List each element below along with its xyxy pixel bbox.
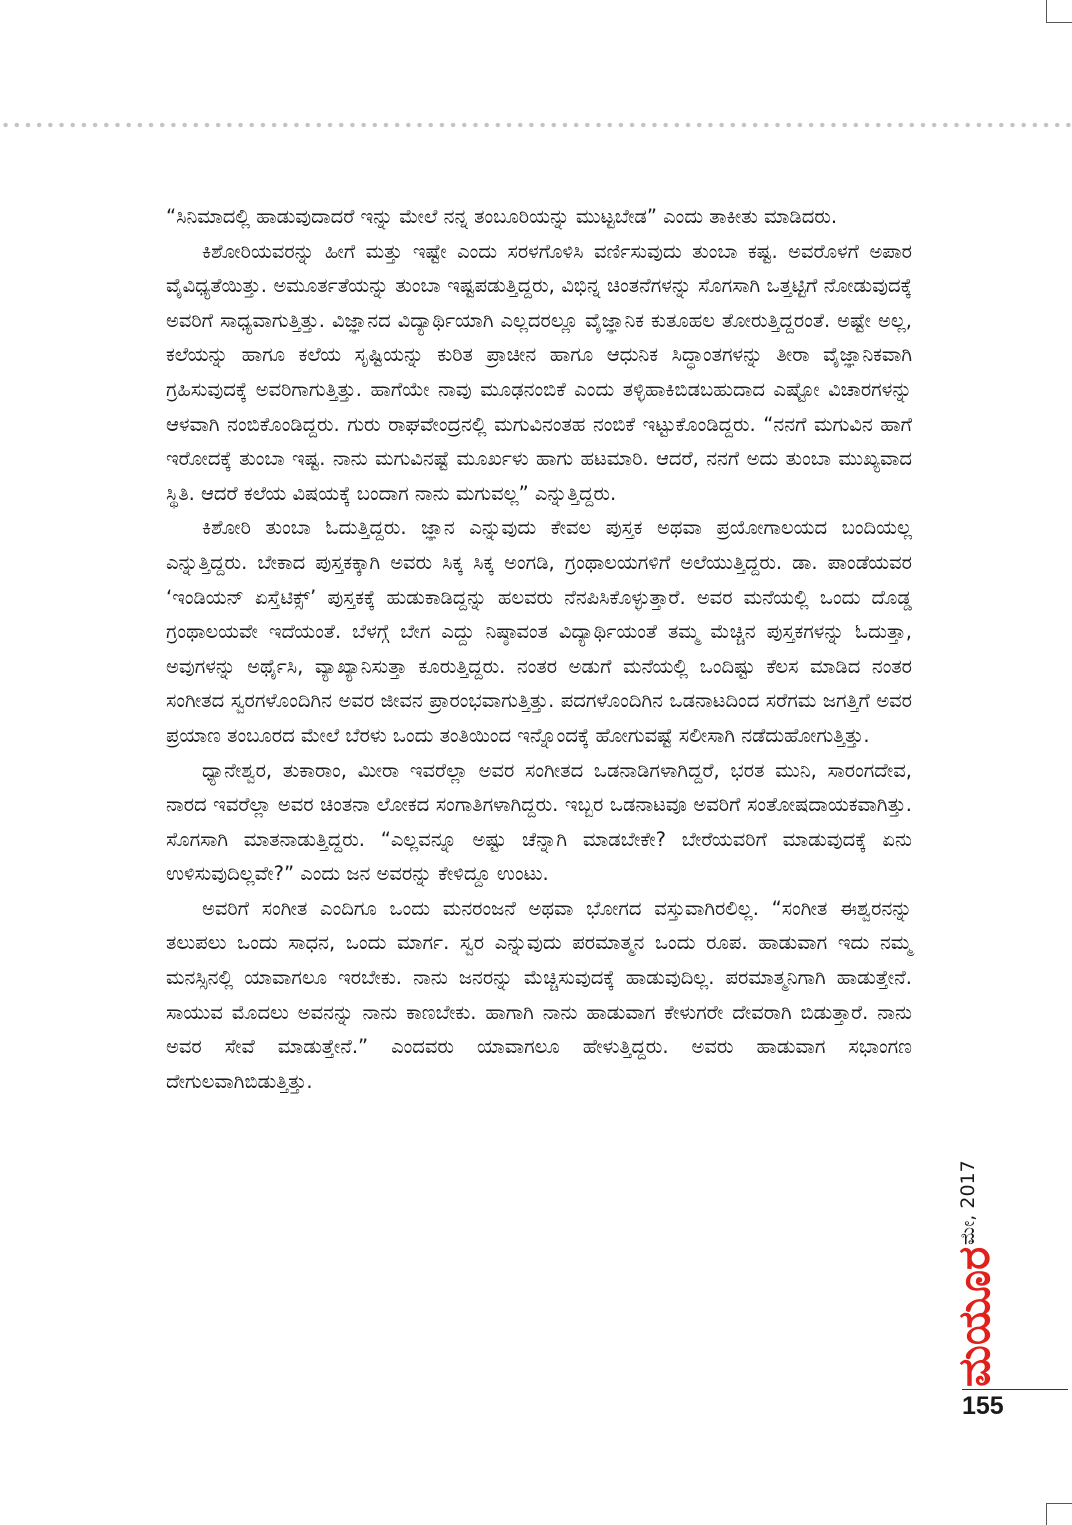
article-paragraph: ಧ್ಯಾನೇಶ್ವರ, ತುಕಾರಾಂ, ಮೀರಾ ಇವರೆಲ್ಲಾ ಅವರ ಸಂಗೀತದ ಒಡನಾಡಿಗಳಾಗಿದ್ದರೆ, ಭರತ ಮುನಿ, ಸಾರಂಗದೇವ, ನಾರದ ಇವರೆಲ್ಲಾ ಅವರ ಚಿಂತನಾ ಲೋಕದ ಸಂಗಾತಿಗಳಾಗಿದ್ದರು. ಇಬ್ಬರ ಒಡನಾಟವೂ ಅವರಿಗೆ ಸಂತೋಷದಾಯಕವಾಗಿತ್ತು. ಸೊಗಸಾಗಿ ಮಾತನಾಡುತ್ತಿದ್ದರು. “ಎಲ್ಲವನ್ನೂ ಅಷ್ಟು ಚೆನ್ನಾಗಿ ಮಾಡಬೇಕೇ? ಬೇರೆಯವರಿಗೆ ಮಾಡುವುದಕ್ಕೆ ಏನು ಉಳಿಸುವುದಿಲ್ಲವೇ?” ಎಂದು ಜನ ಅವರನ್ನು ಕೇಳಿದ್ದೂ ಉಂಟು. (166, 758, 912, 886)
crop-mark-bottom-right-vertical (1046, 1503, 1047, 1525)
article-paragraph: ಕಿಶೋರಿ ತುಂಬಾ ಓದುತ್ತಿದ್ದರು. ಜ್ಞಾನ ಎನ್ನುವುದು ಕೇವಲ ಪುಸ್ತಕ ಅಥವಾ ಪ್ರಯೋಗಾಲಯದ ಬಂದಿಯಲ್ಲ ಎನ್ನುತ್ತಿದ್ದರು. ಬೇಕಾದ ಪುಸ್ತಕಕ್ಕಾಗಿ ಅವರು ಸಿಕ್ಕ ಸಿಕ್ಕ ಅಂಗಡಿ, ಗ್ರಂಥಾಲಯಗಳಿಗೆ ಅಲೆಯುತ್ತಿದ್ದರು. ಡಾ. ಪಾಂಡೆಯವರ ‘ಇಂಡಿಯನ್ ಏಸ್ತೆಟಿಕ್ಸ್’ ಪುಸ್ತಕಕ್ಕೆ ಹುಡುಕಾಡಿದ್ದನ್ನು ಹಲವರು ನೆನಪಿಸಿಕೊಳ್ಳುತ್ತಾರೆ. ಅವರ ಮನೆಯಲ್ಲಿ ಒಂದು ದೊಡ್ಡ ಗ್ರಂಥಾಲಯವೇ ಇದೆಯಂತೆ. ಬೆಳಗ್ಗೆ ಬೇಗ ಎದ್ದು ನಿಷ್ಠಾವಂತ ವಿದ್ಯಾರ್ಥಿಯಂತೆ ತಮ್ಮ ಮೆಚ್ಚಿನ ಪುಸ್ತಕಗಳನ್ನು ಓದುತ್ತಾ, ಅವುಗಳನ್ನು ಅರ್ಥೈಸಿ, ವ್ಯಾಖ್ಯಾನಿಸುತ್ತಾ ಕೂರುತ್ತಿದ್ದರು. ನಂತರ ಅಡುಗೆ ಮನೆಯಲ್ಲಿ ಒಂದಿಷ್ಟು ಕೆಲಸ ಮಾಡಿದ ನಂತರ ಸಂಗೀತದ ಸ್ವರಗಳೊಂದಿಗಿನ ಅವರ ಜೀವನ ಪ್ರಾರಂಭವಾಗುತ್ತಿತ್ತು. ಪದಗಳೊಂದಿಗಿನ ಒಡನಾಟದಿಂದ ಸರೆಗಮ ಜಗತ್ತಿಗೆ ಅವರ ಪ್ರಯಾಣ ತಂಬೂರದ ಮೇಲೆ ಬೆರಳು ಒಂದು ತಂತಿಯಿಂದ ಇನ್ನೊಂದಕ್ಕೆ ಹೋಗುವಷ್ಟೆ ಸಲೀಸಾಗಿ ನಡೆದುಹೋಗುತ್ತಿತ್ತು. (166, 516, 912, 747)
crop-mark-bottom-right (1046, 1503, 1072, 1504)
article-paragraph: ಅವರಿಗೆ ಸಂಗೀತ ಎಂದಿಗೂ ಒಂದು ಮನರಂಜನೆ ಅಥವಾ ಭೋಗದ ವಸ್ತುವಾಗಿರಲಿಲ್ಲ. “ಸಂಗೀತ ಈಶ್ವರನನ್ನು ತಲುಪಲು ಒಂದು ಸಾಧನ, ಒಂದು ಮಾರ್ಗ. ಸ್ವರ ಎನ್ನುವುದು ಪರಮಾತ್ಮನ ಒಂದು ರೂಪ. ಹಾಡುವಾಗ ಇದು ನಮ್ಮ ಮನಸ್ಸಿನಲ್ಲಿ ಯಾವಾಗಲೂ ಇರಬೇಕು. ನಾನು ಜನರನ್ನು ಮೆಚ್ಚಿಸುವುದಕ್ಕೆ ಹಾಡುವುದಿಲ್ಲ. ಪರಮಾತ್ಮನಿಗಾಗಿ ಹಾಡುತ್ತೇನೆ. ಸಾಯುವ ಮೊದಲು ಅವನನ್ನು ನಾನು ಕಾಣಬೇಕು. ಹಾಗಾಗಿ ನಾನು ಹಾಡುವಾಗ ಕೇಳುಗರೇ ದೇವರಾಗಿ ಬಿಡುತ್ತಾರೆ. ನಾನು ಅವರ ಸೇವೆ ಮಾಡುತ್ತೇನೆ.” ಎಂದವರು ಯಾವಾಗಲೂ ಹೇಳುತ್ತಿದ್ದರು. ಅವರು ಹಾಡುವಾಗ ಸಭಾಂಗಣ ದೇಗುಲವಾಗಿಬಿಡುತ್ತಿತ್ತು. (166, 896, 912, 1093)
magazine-logo: ಮಯೂರ (949, 1246, 1000, 1387)
crop-mark-top-right (1046, 22, 1072, 23)
crop-mark-top-right-vertical (1046, 0, 1047, 22)
article-paragraph: “ಸಿನಿಮಾದಲ್ಲಿ ಹಾಡುವುದಾದರೆ ಇನ್ನು ಮೇಲೆ ನನ್ನ ತಂಬೂರಿಯನ್ನು ಮುಟ್ಟಬೇಡ” ಎಂದು ತಾಕೀತು ಮಾಡಿದರು. (166, 205, 838, 228)
page-number: 155 (962, 1392, 1004, 1420)
article-body (166, 200, 912, 1099)
page-number-rule (962, 1389, 1068, 1390)
issue-date: ಮೇ, 2017 (957, 1160, 979, 1245)
running-footer-side (932, 1135, 1014, 1387)
article-paragraph: ಕಿಶೋರಿಯವರನ್ನು ಹೀಗೆ ಮತ್ತು ಇಷ್ಟೇ ಎಂದು ಸರಳಗೊಳಿಸಿ ವರ್ಣಿಸುವುದು ತುಂಬಾ ಕಷ್ಟ. ಅವರೊಳಗೆ ಅಪಾರ ವೈವಿಧ್ಯತೆಯಿತ್ತು. ಅಮೂರ್ತತೆಯನ್ನು ತುಂಬಾ ಇಷ್ಟಪಡುತ್ತಿದ್ದರು, ವಿಭಿನ್ನ ಚಿಂತನೆಗಳನ್ನು ಸೊಗಸಾಗಿ ಒತ್ತಟ್ಟಿಗೆ ನೋಡುವುದಕ್ಕೆ ಅವರಿಗೆ ಸಾಧ್ಯವಾಗುತ್ತಿತ್ತು. ವಿಜ್ಞಾನದ ವಿದ್ಯಾರ್ಥಿಯಾಗಿ ಎಲ್ಲದರಲ್ಲೂ ವೈಜ್ಞಾನಿಕ ಕುತೂಹಲ ತೋರುತ್ತಿದ್ದರಂತೆ. ಅಷ್ಟೇ ಅಲ್ಲ, ಕಲೆಯನ್ನು ಹಾಗೂ ಕಲೆಯ ಸೃಷ್ಟಿಯನ್ನು ಕುರಿತ ಪ್ರಾಚೀನ ಹಾಗೂ ಆಧುನಿಕ ಸಿದ್ಧಾಂತಗಳನ್ನು ತೀರಾ ವೈಜ್ಞಾನಿಕವಾಗಿ ಗ್ರಹಿಸುವುದಕ್ಕೆ ಅವರಿಗಾಗುತ್ತಿತ್ತು. ಹಾಗೆಯೇ ನಾವು ಮೂಢನಂಬಿಕೆ ಎಂದು ತಳ್ಳಿಹಾಕಿಬಿಡಬಹುದಾದ ಎಷ್ಟೋ ವಿಚಾರಗಳನ್ನು ಆಳವಾಗಿ ನಂಬಿಕೊಂಡಿದ್ದರು. ಗುರು ರಾಘವೇಂದ್ರನಲ್ಲಿ ಮಗುವಿನಂತಹ ನಂಬಿಕೆ ಇಟ್ಟುಕೊಂಡಿದ್ದರು. “ನನಗೆ ಮಗುವಿನ ಹಾಗೆ ಇರೋದಕ್ಕೆ ತುಂಬಾ ಇಷ್ಟ. ನಾನು ಮಗುವಿನಷ್ಟೆ ಮೂರ್ಖಳು ಹಾಗು ಹಟಮಾರಿ. ಆದರೆ, ನನಗೆ ಅದು ತುಂಬಾ ಮುಖ್ಯವಾದ ಸ್ಥಿತಿ. ಆದರೆ ಕಲೆಯ ವಿಷಯಕ್ಕೆ ಬಂದಾಗ ನಾನು ಮಗುವಲ್ಲ” ಎನ್ನುತ್ತಿದ್ದರು. (166, 239, 912, 505)
dotted-header-rule (0, 122, 1072, 128)
